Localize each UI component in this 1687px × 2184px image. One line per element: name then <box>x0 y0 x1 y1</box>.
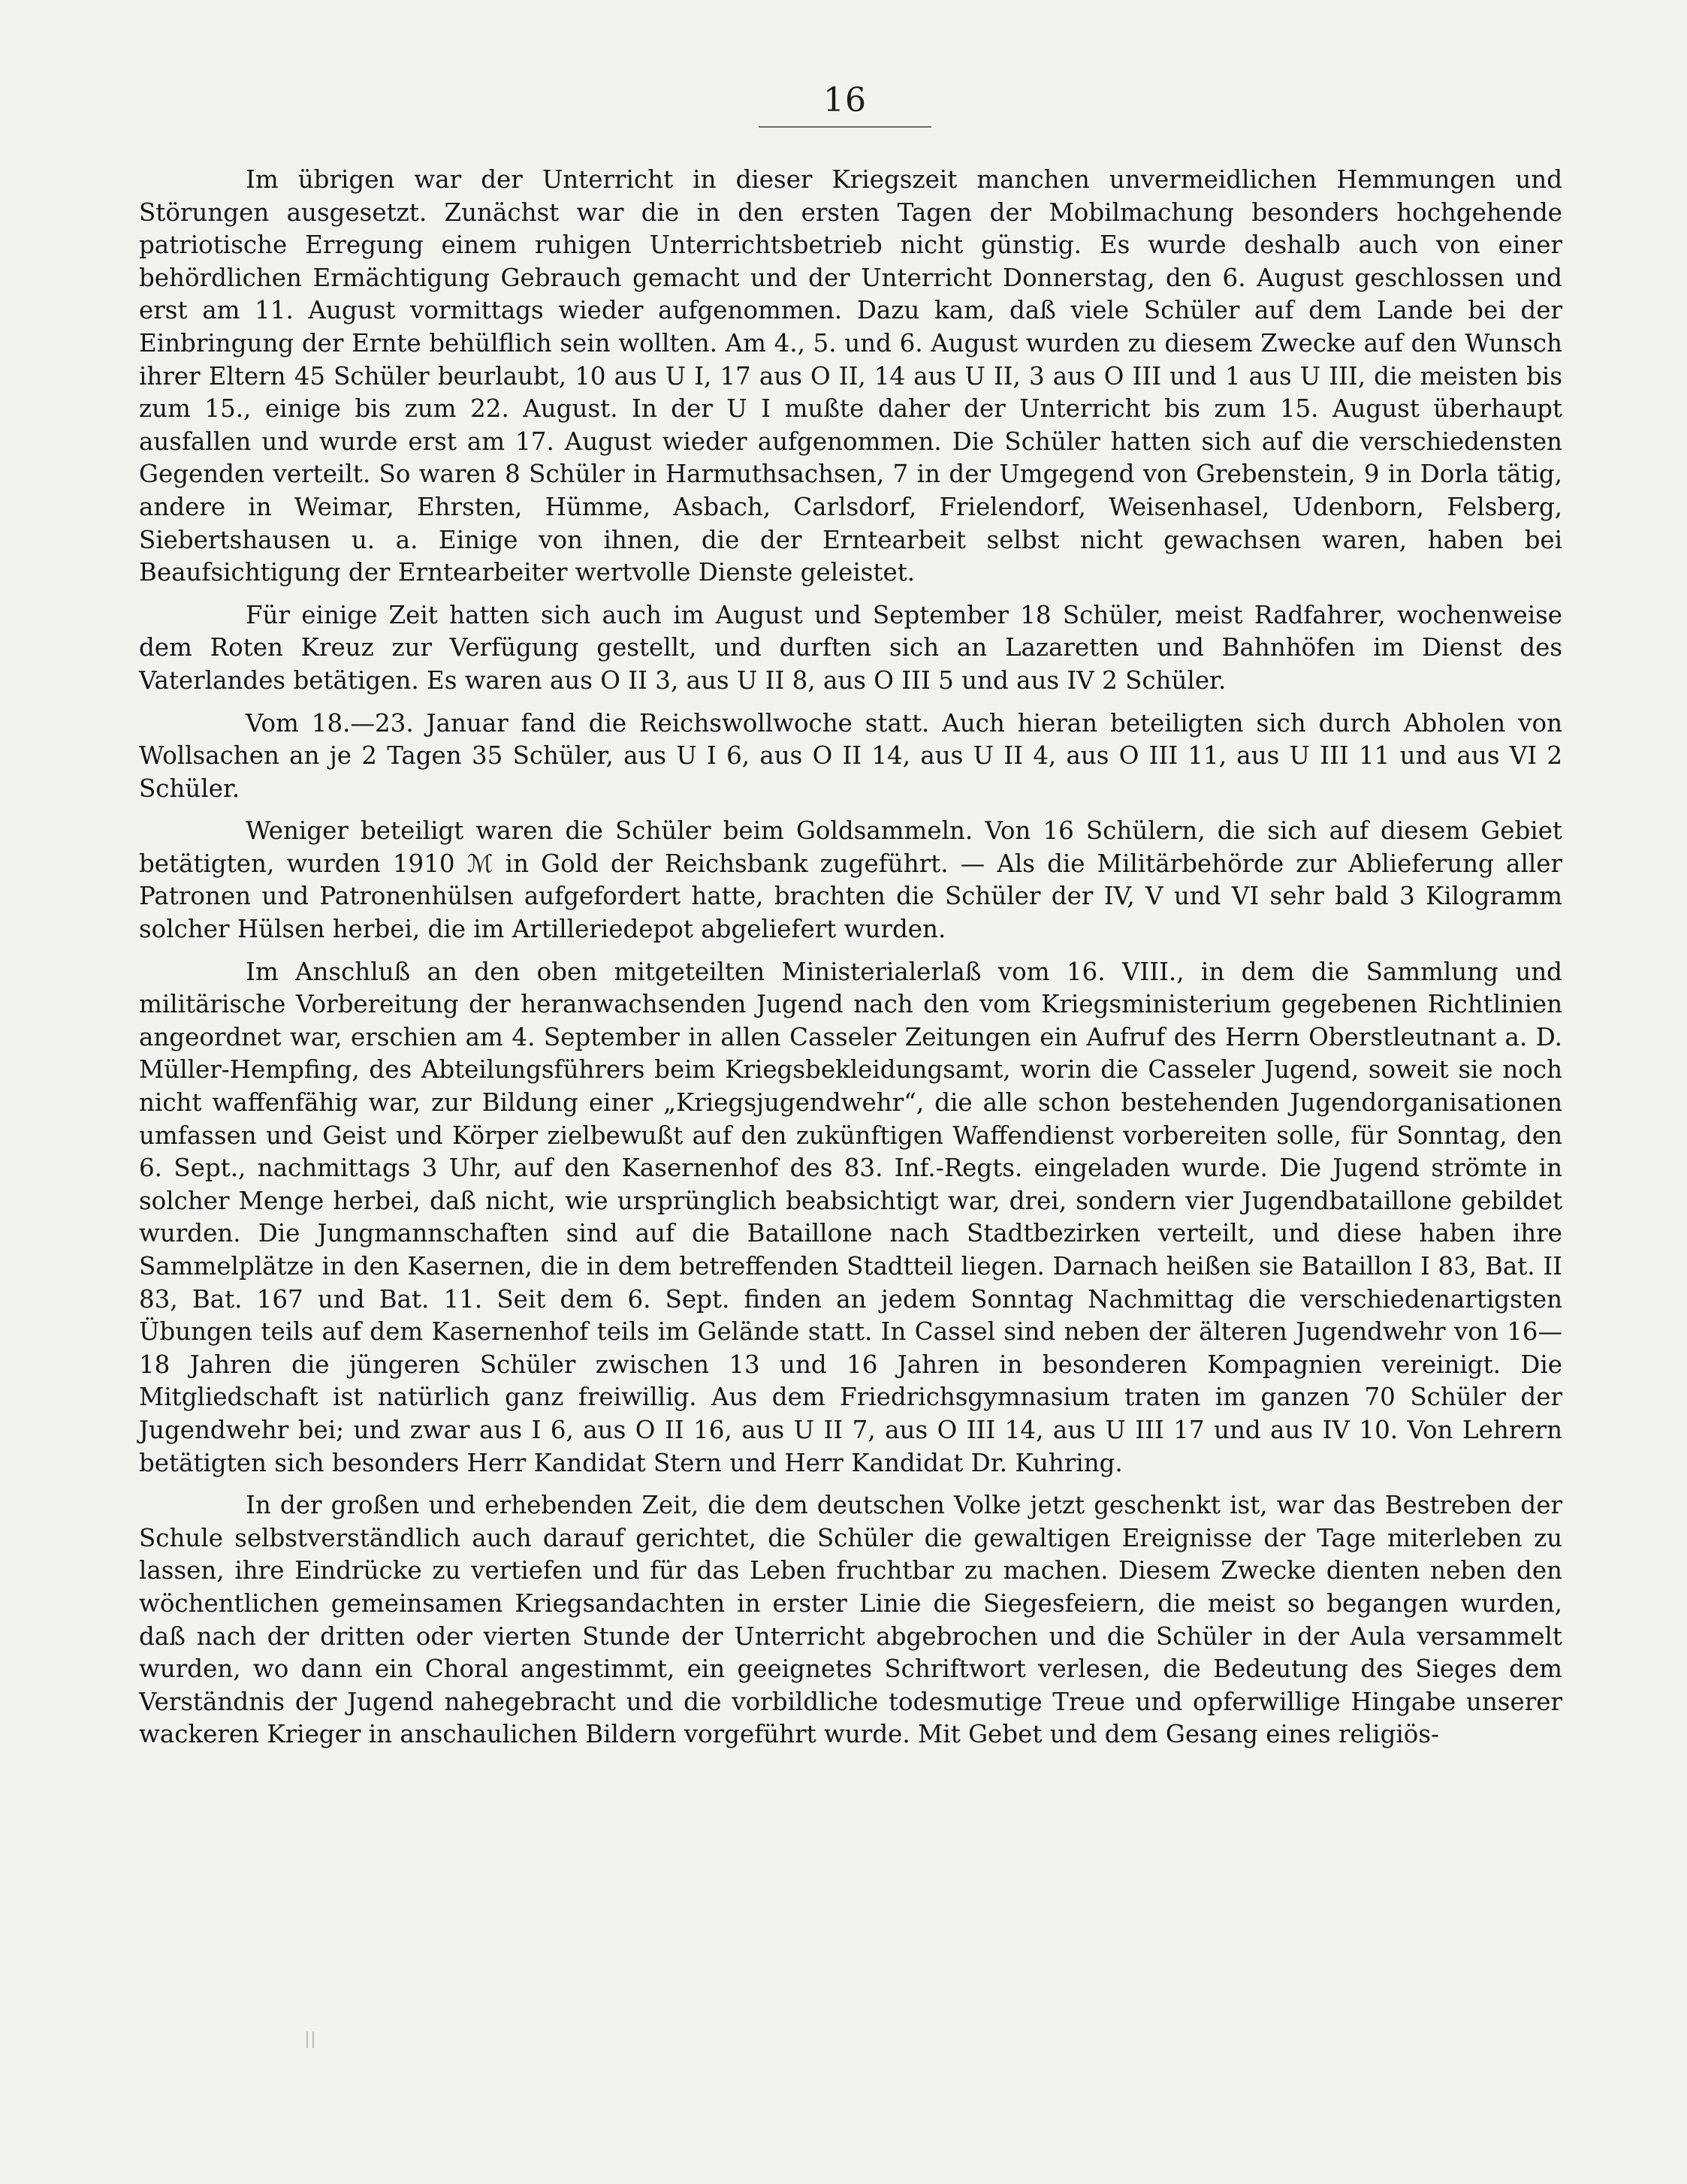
paragraph-victory-celebrations: In der großen und erhebenden Zeit, die dem deutschen Volke jetzt geschenkt ist, war das Bestreben der Schule selbstverständlich auch darauf gerichtet, die Schüler die gewaltigen Ereignisse der Tage miterleben zu lassen, ihre Eindrücke zu vertiefen und für das Leben fruchtbar zu machen. Diesem Zwecke dienten neben den wöchentlichen gemeinsamen Kriegsandachten in erster Linie die Siegesfeiern, die meist so begangen wurden, daß nach der dritten oder vierten Stunde der Unterricht abgebrochen und die Schüler in der Aula versammelt wurden, wo dann ein Choral angestimmt, ein geeignetes Schriftwort verlesen, die Bedeutung des Sieges dem Verständnis der Jugend nahegebracht und die vorbildliche todesmutige Treue und opferwillige Hingabe unserer wackeren Krieger in anschaulichen Bildern vorgeführt wurde. Mit Gebet und dem Gesang eines religiös- <box>139 1491 1562 1749</box>
page-blemish <box>306 2032 314 2048</box>
body-text <box>139 164 1562 1751</box>
paragraph-youth-defense: Im Anschluß an den oben mitgeteilten Ministerialerlaß vom 16. VIII., in dem die Sammlung und militärische Vorbereitung der heranwachsenden Jugend nach den vom Kriegsministerium gegebenen Richtlinien angeordnet war, erschien am 4. September in allen Casseler Zeitungen ein Aufruf des Herrn Oberstleutnant a. D. Müller-Hempfing, des Abteilungsführers beim Kriegsbekleidungsamt, worin die Casseler Jugend, soweit sie noch nicht waffenfähig war, zur Bildung einer „Kriegsjugendwehr“, die alle schon bestehenden Jugendorganisationen umfassen und Geist und Körper zielbewußt auf den zukünftigen Waffendienst vorbereiten solle, für Sonntag, den 6. Sept., nachmittags 3 Uhr, auf den Kasernenhof des 83. Inf.-Regts. eingeladen wurde. Die Jugend strömte in solcher Menge herbei, daß nicht, wie ursprünglich beabsichtigt war, drei, sondern vier Jugendbataillone gebildet wurden. Die Jungmannschaften sind auf die Bataillone nach Stadtbezirken verteilt, und diese haben ihre Sammelplätze in den Kasernen, die in dem betreffenden Stadtteil liegen. Darnach heißen sie Bataillon I 83, Bat. II 83, Bat. 167 und Bat. 11. Seit dem 6. Sept. finden an jedem Sonntag Nachmittag die verschiedenartigsten Übungen teils auf dem Kasernenhof teils im Gelände statt. In Cassel sind neben der älteren Jugendwehr von 16—18 Jahren die jüngeren Schüler zwischen 13 und 16 Jahren in besonderen Kompagnien vereinigt. Die Mitgliedschaft ist natürlich ganz freiwillig. Aus dem Friedrichsgymnasium traten im ganzen 70 Schüler der Jugendwehr bei; und zwar aus I 6, aus O II 16, aus U II 7, aus O III 14, aus U III 17 und aus IV 10. Von Lehrern betätigten sich besonders Herr Kandidat Stern und Herr Kandidat Dr. Kuhring. <box>139 957 1562 1477</box>
page-number: 16 <box>823 81 867 119</box>
paragraph-disruptions: Im übrigen war der Unterricht in dieser Kriegszeit manchen unvermeidlichen Hemmungen und Störungen ausgesetzt. Zunächst war die in den ersten Tagen der Mobilmachung besonders hochgehende patriotische Erregung einem ruhigen Unterrichtsbetrieb nicht günstig. Es wurde deshalb auch von einer behördlichen Ermächtigung Gebrauch gemacht und der Unterricht Donnerstag, den 6. August geschlossen und erst am 11. August vormittags wieder aufgenommen. Dazu kam, daß viele Schüler auf dem Lande bei der Einbringung der Ernte behülflich sein wollten. Am 4., 5. und 6. August wurden zu diesem Zwecke auf den Wunsch ihrer Eltern 45 Schüler beurlaubt, 10 aus U I, 17 aus O II, 14 aus U II, 3 aus O III und 1 aus U III, die meisten bis zum 15., einige bis zum 22. August. In der U I mußte daher der Unterricht bis zum 15. August überhaupt ausfallen und wurde erst am 17. August wieder aufgenommen. Die Schüler hatten sich auf die verschiedensten Gegenden verteilt. So waren 8 Schüler in Harmuthsachsen, 7 in der Umgegend von Grebenstein, 9 in Dorla tätig, andere in Weimar, Ehrsten, Hümme, Asbach, Carlsdorf, Frielendorf, Weisenhasel, Udenborn, Felsberg, Siebertshausen u. a. Einige von ihnen, die der Erntearbeit selbst nicht gewachsen waren, haben bei Beaufsichtigung der Erntearbeiter wertvolle Dienste geleistet. <box>139 165 1562 587</box>
page-number-rule <box>759 126 931 128</box>
paragraph-red-cross: Für einige Zeit hatten sich auch im August und September 18 Schüler, meist Radfahrer, wochenweise dem Roten Kreuz zur Verfügung gestellt, und durften sich an Lazaretten und Bahnhöfen im Dienst des Vaterlandes betätigen. Es waren aus O II 3, aus U II 8, aus O III 5 und aus IV 2 Schüler. <box>139 600 1562 695</box>
paragraph-wool-week: Vom 18.—23. Januar fand die Reichswollwoche statt. Auch hieran beteiligten sich durch Abholen von Wollsachen an je 2 Tagen 35 Schüler, aus U I 6, aus O II 14, aus U II 4, aus O III 11, aus U III 11 und aus VI 2 Schüler. <box>139 708 1562 803</box>
paragraph-gold-collection: Weniger beteiligt waren die Schüler beim Goldsammeln. Von 16 Schülern, die sich auf diesem Gebiet betätigten, wurden 1910 ℳ in Gold der Reichsbank zugeführt. — Als die Militärbehörde zur Ablieferung aller Patronen und Patronenhülsen aufgefordert hatte, brachten die Schüler der IV, V und VI sehr bald 3 Kilogramm solcher Hülsen herbei, die im Artilleriedepot abgeliefert wurden. <box>139 816 1562 944</box>
